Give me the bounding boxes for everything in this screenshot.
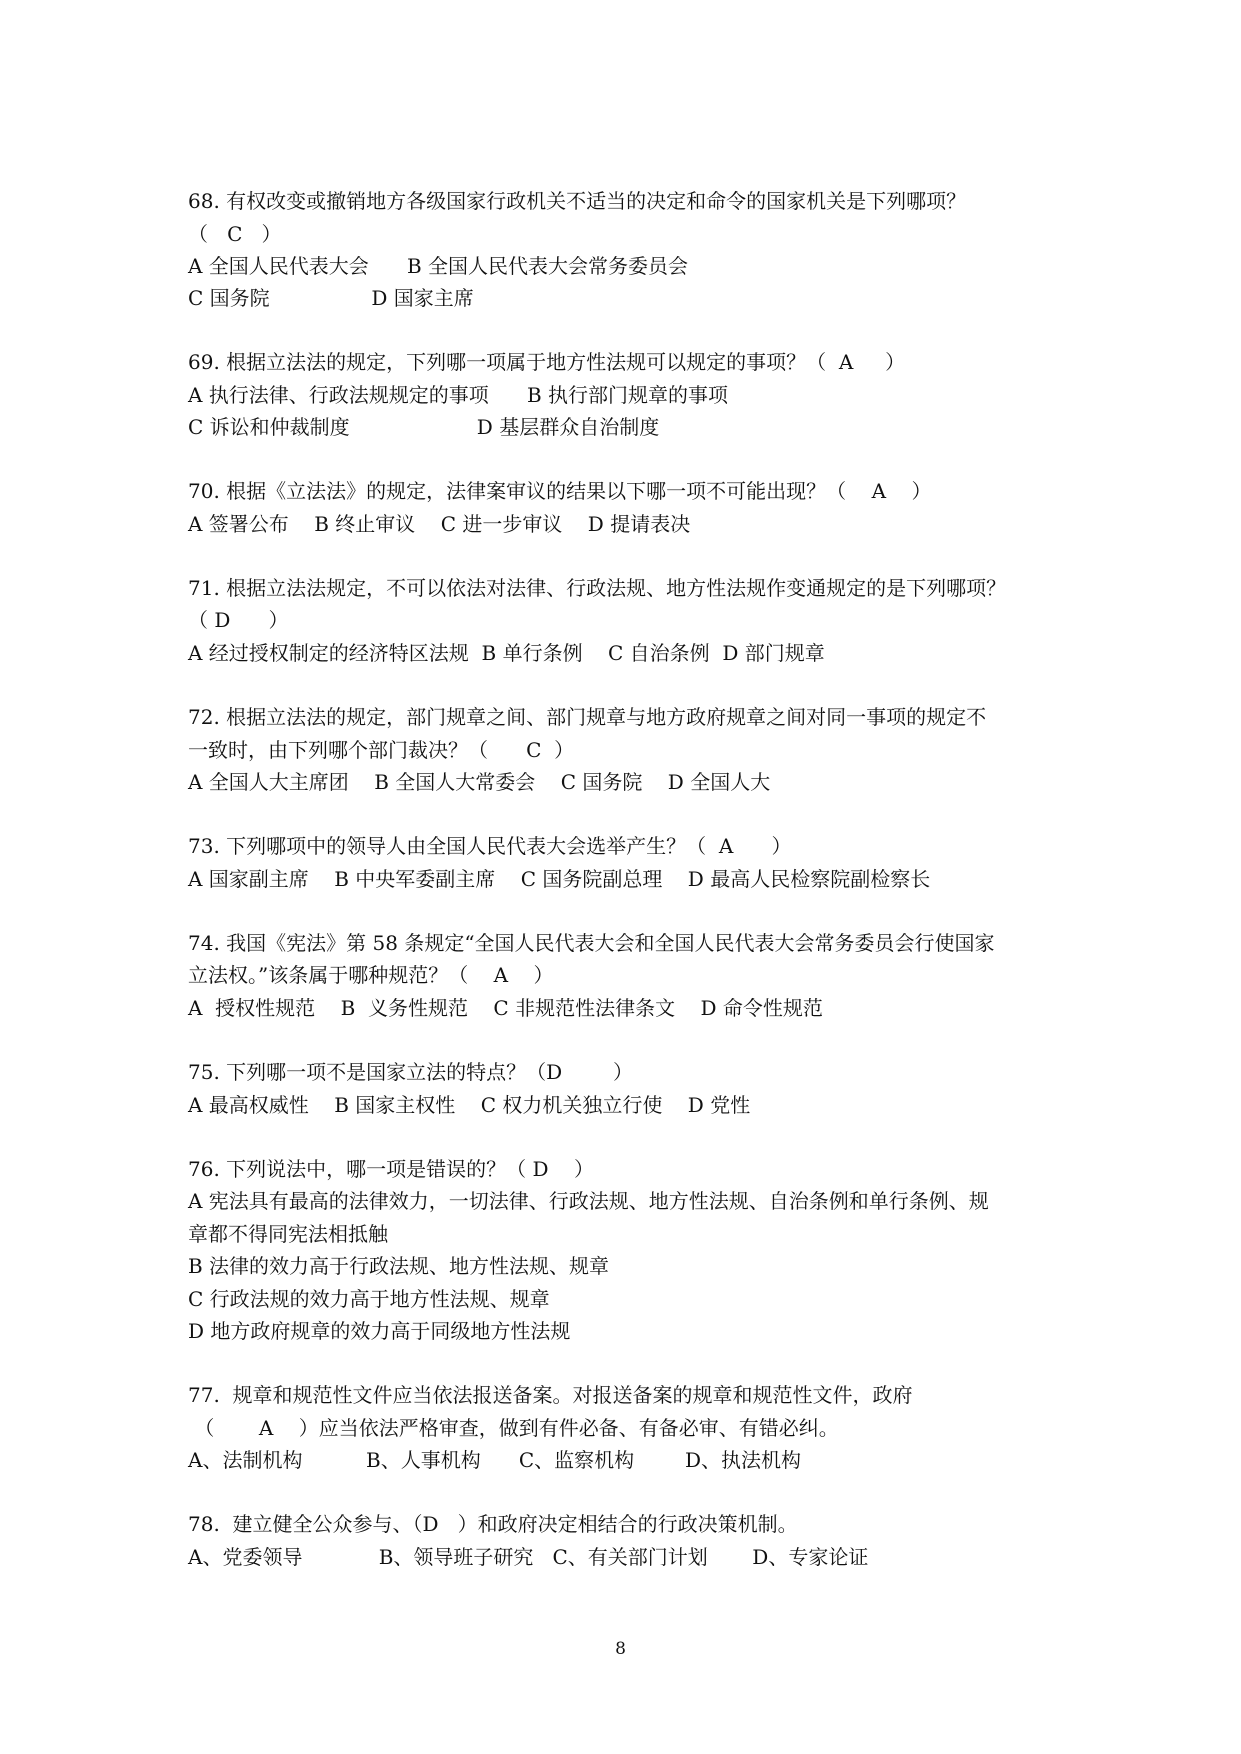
question-78-option-line-1: A、党委领导 B、领导班子研究 C、有关部门计划 D、专家论证 (188, 1545, 869, 1569)
question-75-line-1: 75. 下列哪一项不是国家立法的特点？（D ） (188, 1060, 634, 1084)
question-69-option-line-2: C 诉讼和仲裁制度 D 基层群众自治制度 (188, 415, 660, 439)
question-74-option-line-1: A 授权性规范 B 义务性规范 C 非规范性法律条文 D 命令性规范 (188, 996, 823, 1020)
question-68-line-1: 68. 有权改变或撤销地方各级国家行政机关不适当的决定和命令的国家机关是下列哪项？ (188, 189, 967, 213)
question-68-line-2: （ C ） (188, 222, 282, 246)
question-68-option-line-2: C 国务院 D 国家主席 (188, 286, 474, 310)
question-69-line-1: 69. 根据立法法的规定，下列哪一项属于地方性法规可以规定的事项？（ A ） (188, 350, 906, 374)
question-77-option-line-1: A、法制机构 B、人事机构 C、监察机构 D、执法机构 (188, 1448, 802, 1472)
question-73-line-1: 73. 下列哪项中的领导人由全国人民代表大会选举产生？（ A ） (188, 834, 792, 858)
question-70-option-line-1: A 签署公布 B 终止审议 C 进一步审议 D 提请表决 (188, 512, 691, 536)
question-68-option-line-1: A 全国人民代表大会 B 全国人民代表大会常务委员会 (188, 254, 688, 278)
question-73-option-line-1: A 国家副主席 B 中央军委副主席 C 国务院副总理 D 最高人民检察院副检察长 (188, 867, 931, 891)
question-71-line-2: （ D ） (188, 608, 289, 632)
question-71-line-1: 71. 根据立法法规定，不可以依法对法律、行政法规、地方性法规作变通规定的是下列哪项？ (188, 576, 1007, 600)
question-70-line-1: 70. 根据《立法法》的规定，法律案审议的结果以下哪一项不可能出现？（ A ） (188, 479, 932, 503)
question-74-line-1: 74. 我国《宪法》第 58 条规定“全国人民代表大会和全国人民代表大会常务委员会行使国家 (188, 931, 995, 955)
question-76-line-1: 76. 下列说法中，哪一项是错误的？（ D ） (188, 1157, 594, 1181)
question-76-option-line-2: 章都不得同宪法相抵触 (188, 1222, 388, 1246)
question-76-option-line-3: B 法律的效力高于行政法规、地方性法规、规章 (188, 1254, 610, 1278)
question-78-line-1: 78. 建立健全公众参与、（D ）和政府决定相结合的行政决策机制。 (188, 1512, 798, 1536)
question-76-option-line-1: A 宪法具有最高的法律效力，一切法律、行政法规、地方性法规、自治条例和单行条例、规 (188, 1189, 989, 1213)
question-76-option-line-4: C 行政法规的效力高于地方性法规、规章 (188, 1287, 550, 1311)
question-74-line-2: 立法权。”该条属于哪种规范？（ A ） (188, 963, 554, 987)
question-77-line-1: 77. 规章和规范性文件应当依法报送备案。对报送备案的规章和规范性文件，政府 (188, 1383, 913, 1407)
question-77-line-2: （ A ）应当依法严格审查，做到有件必备、有备必审、有错必纠。 (188, 1416, 839, 1440)
question-72-line-1: 72. 根据立法法的规定，部门规章之间、部门规章与地方政府规章之间对同一事项的规定不 (188, 705, 987, 729)
question-71-option-line-1: A 经过授权制定的经济特区法规 B 单行条例 C 自治条例 D 部门规章 (188, 641, 825, 665)
question-72-line-2: 一致时，由下列哪个部门裁决？（ C ） (188, 738, 575, 762)
page-number: 8 (615, 1639, 626, 1659)
question-72-option-line-1: A 全国人大主席团 B 全国人大常委会 C 国务院 D 全国人大 (188, 770, 771, 794)
question-69-option-line-1: A 执行法律、行政法规规定的事项 B 执行部门规章的事项 (188, 383, 728, 407)
question-75-option-line-1: A 最高权威性 B 国家主权性 C 权力机关独立行使 D 党性 (188, 1093, 751, 1117)
question-76-option-line-5: D 地方政府规章的效力高于同级地方性法规 (188, 1319, 571, 1343)
